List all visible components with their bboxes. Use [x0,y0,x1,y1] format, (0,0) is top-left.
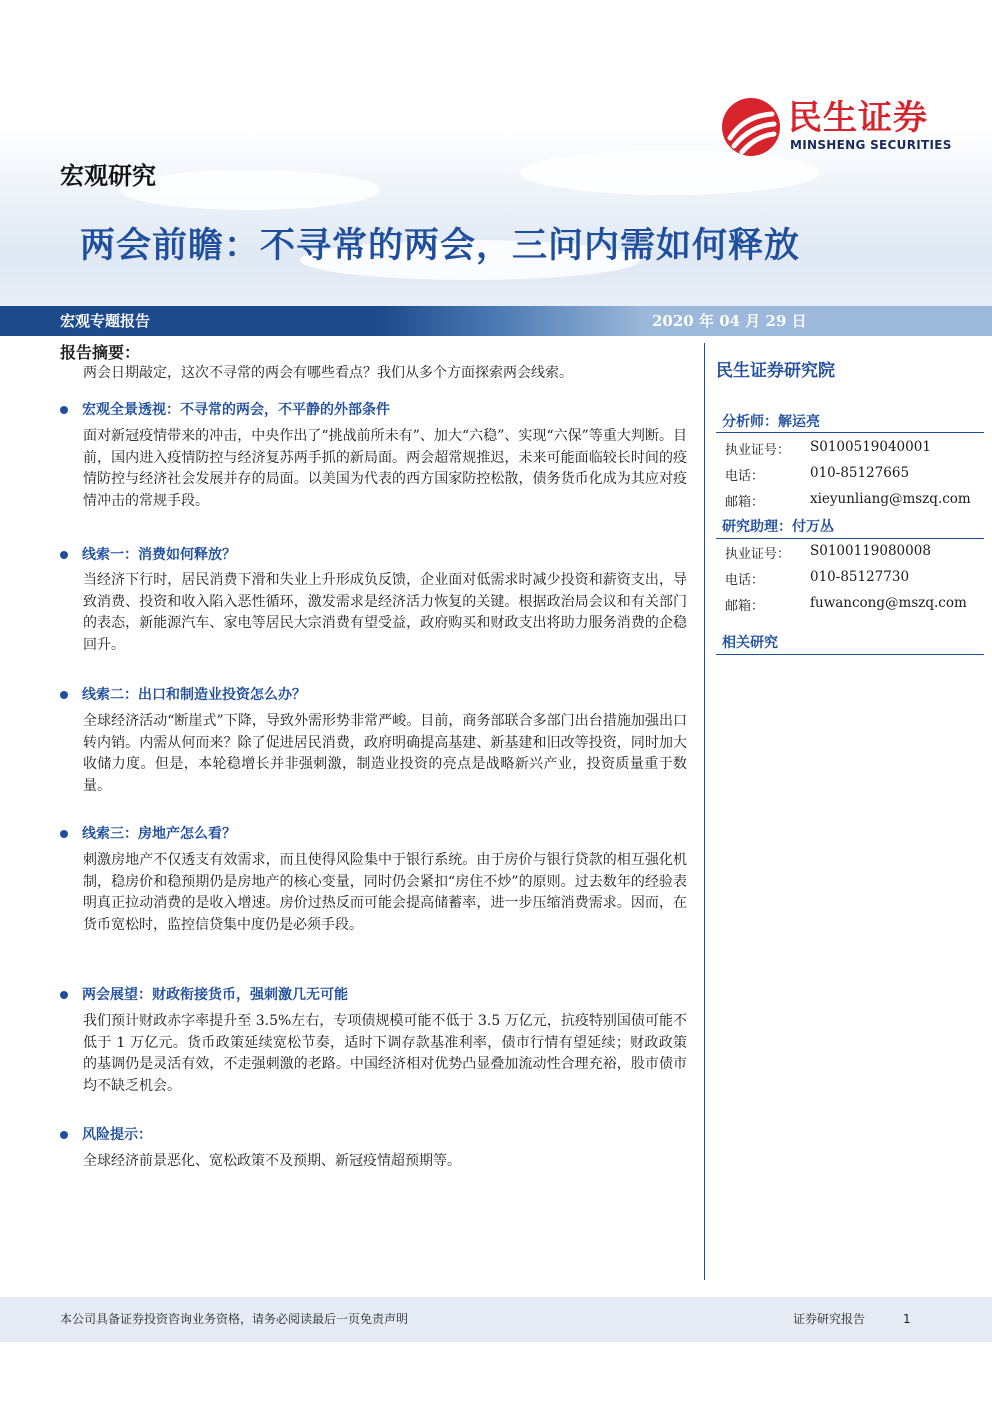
analyst-email-label: 邮箱： [725,495,765,510]
divider [716,432,984,433]
section-heading: 线索一：消费如何释放？ [60,544,236,564]
report-type: 宏观专题报告 [60,312,151,330]
section-heading: 两会展望：财政衔接货币，强刺激几无可能 [60,984,348,1004]
analyst-heading: 分析师：解运亮 [722,414,820,430]
page-footer [0,1297,992,1342]
brand-name-en: MINSHENG SECURITIES [790,138,952,152]
report-title: 两会前瞻：不寻常的两会，三问内需如何释放 [80,226,801,266]
analyst-license-value: S0100519040001 [810,439,931,455]
related-research-heading: 相关研究 [722,635,778,651]
assistant-email-label: 邮箱： [725,599,765,614]
section-heading: 线索三：房地产怎么看？ [60,823,236,843]
divider [716,538,984,539]
bullet-icon [60,691,68,699]
assistant-heading: 研究助理：付万丛 [722,519,834,535]
analyst-license-label: 执业证号： [725,443,791,458]
analyst-email-value[interactable]: xieyunliang@mszq.com [810,491,971,507]
section-body: 全球经济活动“断崖式”下降，导致外需形势非常严峻。目前，商务部联合多部门出台措施加强出口转内销。内需从何而来？除了促进居民消费，政府明确提高基建、新基建和旧改等投资，同时加大收储力度。但是，本轮稳增长并非强刺激，制造业投资的亮点是战略新兴产业，投资质量重于数量。 [83,713,687,794]
section-body: 我们预计财政赤字率提升至 3.5%左右，专项债规模可能不低于 3.5 万亿元，抗疫特别国债可能不低于 1 万亿元。货币政策延续宽松节奏，适时下调存款基准利率，债市行情有望延续；财政政策的基调仍是灵活有效，不走强刺激的老路。中国经济相对优势凸显叠加流动性合理充裕，股市债市均不缺乏机会。 [83,1013,687,1094]
bullet-icon [60,1131,68,1139]
assistant-phone-label: 电话： [725,573,765,588]
report-category: 宏观研究 [60,162,156,190]
summary-title: 报告摘要： [60,343,141,362]
section-body: 面对新冠疫情带来的冲击，中央作出了“挑战前所未有”、加大“六稳”、实现“六保”等重大判断。目前，国内进入疫情防控与经济复苏两手抓的新局面。两会超常规推迟，未来可能面临较长时间的疫情防控与经济社会发展并存的局面。以美国为代表的西方国家防控松散，债务货币化成为其应对疫情冲击的常规手段。 [83,428,687,509]
cloud-decoration [120,170,380,210]
research-institute: 民生证券研究院 [716,361,835,381]
report-info-band [0,306,992,336]
section-body: 当经济下行时，居民消费下滑和失业上升形成负反馈，企业面对低需求时减少投资和薪资支出，导致消费、投资和收入陷入恶性循环，激发需求是经济活力恢复的关键。根据政治局会议和有关部门的表态，新能源汽车、家电等居民大宗消费有望受益，政府购买和财政支出将助力服务消费的企稳回升。 [83,572,687,653]
assistant-email-value[interactable]: fuwancong@mszq.com [810,595,967,611]
divider [716,654,984,655]
section-heading: 宏观全景透视：不寻常的两会，不平静的外部条件 [60,399,390,419]
report-date: 2020 年 04 月 29 日 [652,312,807,330]
section-heading: 线索二：出口和制造业投资怎么办？ [60,684,306,704]
footer-doc-type: 证券研究报告 [793,1312,866,1326]
section-body: 全球经济前景恶化、宽松政策不及预期、新冠疫情超预期等。 [83,1153,461,1169]
assistant-license-label: 执业证号： [725,547,791,562]
page-number: 1 [903,1312,911,1326]
footer-disclaimer: 本公司具备证券投资咨询业务资格，请务必阅读最后一页免责声明 [60,1312,409,1326]
column-divider [704,343,705,1280]
assistant-license-value: S0100119080008 [810,543,931,559]
bullet-icon [60,406,68,414]
analyst-phone-value: 010-85127665 [810,465,910,481]
logo-mark-icon [722,98,780,156]
section-heading: 风险提示： [60,1124,152,1144]
section-body: 刺激房地产不仅透支有效需求，而且使得风险集中于银行系统。由于房价与银行贷款的相互强化机制，稳房价和稳预期仍是房地产的核心变量，同时仍会紧扣“房住不炒”的原则。过去数年的经验表明真正拉动消费的是收入增速。房价过热反而可能会提高储蓄率，进一步压缩消费需求。因而，在货币宽松时，监控信贷集中度仍是必须手段。 [83,852,687,933]
bullet-icon [60,551,68,559]
analyst-phone-label: 电话： [725,469,765,484]
assistant-phone-value: 010-85127730 [810,569,910,585]
brand-name-cn: 民生证券 [788,98,928,138]
summary-intro: 两会日期敲定，这次不寻常的两会有哪些看点？我们从多个方面探索两会线索。 [83,365,573,381]
bullet-icon [60,991,68,999]
bullet-icon [60,830,68,838]
brand-logo [722,98,962,158]
